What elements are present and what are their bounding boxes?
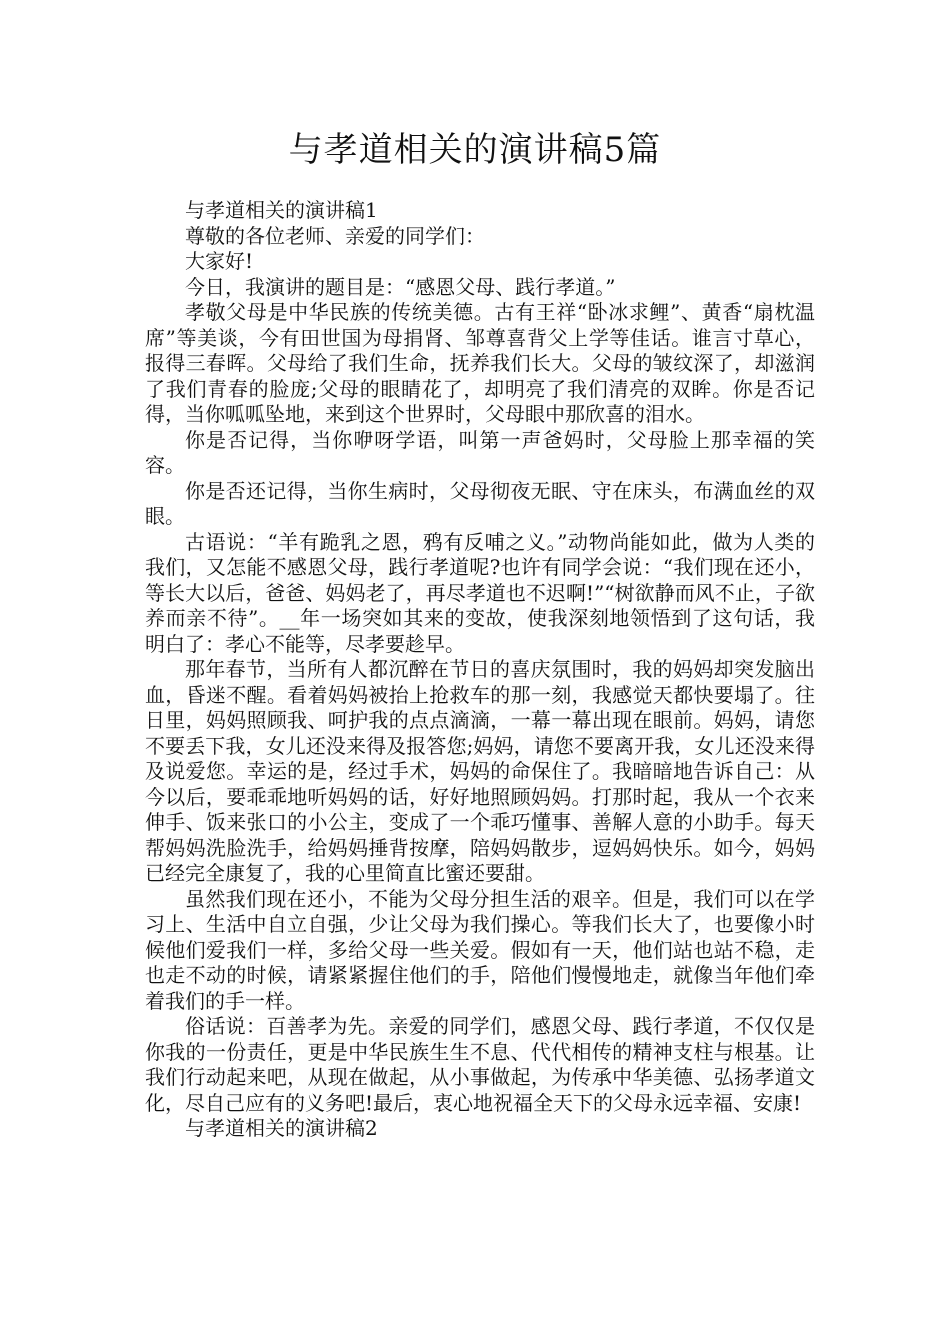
greeting: 大家好! [185,249,254,273]
document-body [145,198,815,1142]
body-paragraph: 你是否还记得，当你生病时，父母彻夜无眠、守在床头，布满血丝的双眼。 [145,478,815,528]
body-paragraph: 孝敬父母是中华民族的传统美德。古有王祥“卧冰求鲤”、黄香“扇枕温席”等美谈，今有田世国为母捐肾、邹尊喜背父上学等佳话。谁言寸草心，报得三春晖。父母给了我们生命，抚养我们长大。父母的皱纹深了，却滋润了我们青春的脸庞;父母的眼睛花了，却明亮了我们清亮的双眸。你是否记得，当你呱呱坠地，来到这个世界时，父母眼中那欣喜的泪水。 [145,300,815,426]
body-paragraph: 你是否记得，当你咿呀学语，叫第一声爸妈时，父母脸上那幸福的笑容。 [145,427,815,477]
speech-1-heading: 与孝道相关的演讲稿1 [185,198,378,222]
salutation: 尊敬的各位老师、亲爱的同学们： [185,223,485,248]
speech-topic: 今日，我演讲的题目是：“感恩父母、践行孝道。” [185,274,616,299]
body-paragraph: 虽然我们现在还小，不能为父母分担生活的艰辛。但是，我们可以在学习上、生活中自立自强，少让父母为我们操心。等我们长大了，也要像小时候他们爱我们一样，多给父母一些关爱。假如有一天，他们站也站不稳，走也走不动的时候，请紧紧握住他们的手，陪他们慢慢地走，就像当年他们牵着我们的手一样。 [145,886,815,1013]
speech-2-heading: 与孝道相关的演讲稿2 [185,1116,378,1140]
body-paragraph: 那年春节，当所有人都沉醉在节日的喜庆氛围时，我的妈妈却突发脑出血，昏迷不醒。看着妈妈被抬上抢救车的那一刻，我感觉天都快要塌了。往日里，妈妈照顾我、呵护我的点点滴滴，一幕一幕出现在眼前。妈妈，请您不要丢下我，女儿还没来得及报答您;妈妈，请您不要离开我，女儿还没来得及说爱您。幸运的是，经过手术，妈妈的命保住了。我暗暗地告诉自己：从今以后，要乖乖地听妈妈的话，好好地照顾妈妈。打那时起，我从一个衣来伸手、饭来张口的小公主，变成了一个乖巧懂事、善解人意的小助手。每天帮妈妈洗脸洗手，给妈妈捶背按摩，陪妈妈散步，逗妈妈快乐。如今，妈妈已经完全康复了，我的心里简直比蜜还要甜。 [145,657,815,885]
body-paragraph: 俗话说：百善孝为先。亲爱的同学们，感恩父母、践行孝道，不仅仅是你我的一份责任，更是中华民族生生不息、代代相传的精神支柱与根基。让我们行动起来吧，从现在做起，从小事做起，为传承中华美德、弘扬孝道文化，尽自己应有的义务吧!最后，衷心地祝福全天下的父母永远幸福、安康! [145,1014,815,1115]
body-paragraph: 古语说：“羊有跪乳之恩，鸦有反哺之义。”动物尚能如此，做为人类的我们，又怎能不感恩父母，践行孝道呢?也许有同学会说：“我们现在还小，等长大以后，爸爸、妈妈老了，再尽孝道也不迟啊!”“树欲静而风不止，子欲养而亲不待”。__年一场突如其来的变故，使我深刻地领悟到了这句话，我明白了：孝心不能等，尽孝要趁早。 [145,529,815,656]
document-title: 与孝道相关的演讲稿5篇 [288,130,662,170]
